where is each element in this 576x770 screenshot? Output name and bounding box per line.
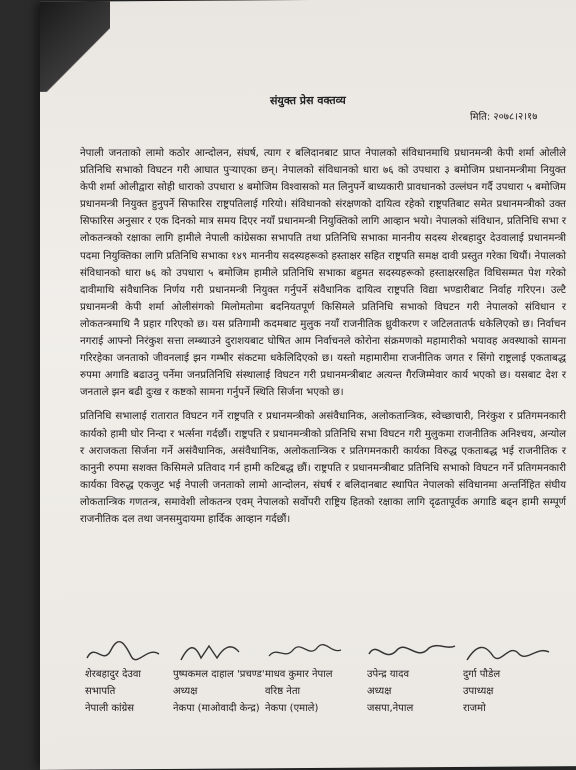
signatory-name: दुर्गा पौडेल xyxy=(463,669,501,680)
handwritten-signature-5 xyxy=(463,640,573,666)
signatory-name: माधव कुमार नेपाल xyxy=(265,669,333,680)
signatory-party: नेकपा (माओवादी केन्द्र) xyxy=(173,703,260,714)
signatory-party: जसपा,नेपाल xyxy=(367,703,414,714)
statement-body xyxy=(80,145,566,535)
signatory-role: सभापति xyxy=(85,686,116,697)
signatory-party: राजमो xyxy=(463,703,486,714)
signatory-party: नेपाली कांग्रेस xyxy=(85,703,135,714)
signatory-3 xyxy=(265,640,375,717)
signatory-role: अध्यक्ष xyxy=(173,686,198,697)
document-date: मिति: २०७८।२।१७ xyxy=(470,111,538,123)
signatory-role: वरिष्ठ नेता xyxy=(265,686,301,697)
signatory-4 xyxy=(367,640,477,717)
signatory-party: नेकपा (एमाले) xyxy=(265,703,319,714)
page-title: संयुक्त प्रेस वक्तव्य xyxy=(270,93,346,108)
signatory-name: शेरबहादुर देउवा xyxy=(85,669,142,680)
handwritten-signature-3 xyxy=(265,640,375,666)
paragraph-2: प्रतिनिधि सभालाई रातारात विघटन गर्ने राष्ट्रपति र प्रधानमन्त्रीको असंवैधानिक, अलोकतान्त्रिक, स्वेच्छाचारी, निरंकुश र प्रतिगमनकारी कार्यको हामी घोर निन्दा र भर्त्सना गर्दछौं। राष्ट्रपति र प्रधानमन्त्रीको प्रतिनिधि सभा विघटन गरी मुलुकमा राजनीतिक अनिश्चय, अन्योल र अराजकता सिर्जना गर्ने असंवैधानिक, असंवैधानिक, अलोकतान्त्रिक र प्रतिगमनकारी कार्यका विरुद्ध एकताबद्ध भई राजनीतिक र कानुनी रुपमा सशक्त किसिमले प्रतिवाद गर्न हामी कटिबद्ध छौं। राष्ट्रपति र प्रधानमन्त्रीबाट प्रतिनिधि सभाको विघटन गर्ने प्रतिगमनकारी कार्यका विरुद्ध एकजुट भई नेपाली जनताको लामो आन्दोलन, संघर्ष र बलिदानबाट स्थापित नेपालको संविधानमा अन्तर्निहित संघीय लोकतान्त्रिक गणतन्त्र, समावेशी लोकतन्त्र एवम् नेपालको सर्वोपरी राष्ट्रिय हितको रक्षाका लागि दृढतापूर्वक अगाडि बढ्न हामी सम्पूर्ण राजनीतिक दल तथा जनसमुदायमा हार्दिक आव्हान गर्दछौं। xyxy=(80,411,566,525)
signature-section xyxy=(85,640,575,760)
signatory-name: पुष्पकमल दाहाल 'प्रचण्ड' xyxy=(173,669,265,680)
signatory-name: उपेन्द्र यादव xyxy=(367,669,409,680)
page-corner-shadow xyxy=(40,1,110,91)
handwritten-signature-4 xyxy=(367,640,477,666)
signatory-role: अध्यक्ष xyxy=(367,686,392,697)
signatory-role: उपाध्यक्ष xyxy=(463,686,494,697)
paragraph-1: नेपाली जनताको लामो कठोर आन्दोलन, संघर्ष, त्याग र बलिदानबाट प्राप्त नेपालको संविधानमाथि प्रधानमन्त्री केपी शर्मा ओलीले प्रतिनिधि सभाको विघटन गरी आघात पुर्‍याएका छन्। नेपालको संविधानको धारा ७६ को उपधारा ३ बमोजिम प्रधानमन्त्रीमा नियुक्त केपी शर्मा ओलीद्वारा सोही धाराको उपधारा ४ बमोजिम विश्वासको मत लिनुपर्ने बाध्यकारी प्रावधानको उल्लंघन गर्दै उपधारा ५ बमोजिम प्रधानमन्त्री नियुक्त हुनुपर्ने सिफारिस राष्ट्रपतिलाई गरियो। संविधानको संरक्षणको दायित्व रहेको राष्ट्रपतिबाट समेत प्रधानमन्त्रीको उक्त सिफारिस अनुसार र एक दिनको मात्र समय दिएर नयाँ प्रधानमन्त्री नियुक्तिको लागि आव्हान भयो। नेपालको संविधान, प्रतिनिधि सभा र लोकतन्त्रको रक्षाका लागि हामीले नेपाली कांग्रेसका सभापति तथा प्रतिनिधि सभाका माननीय सदस्य शेरबहादुर देउवालाई प्रधानमन्त्री पदमा नियुक्तिका लागि प्रतिनिधि सभाका १४९ माननीय सदस्यहरूको हस्ताक्षर सहित राष्ट्रपति समक्ष दावी प्रस्तुत गरेका थियौं। नेपालको संविधानको धारा ७६ को उपधारा ५ बमोजिम हामीले प्रतिनिधि सभाका बहुमत सदस्यहरूको हस्ताक्षरसहित विधिसम्मत पेश गरेको दावीमाथि संवैधानिक निर्णय गरी प्रधानमन्त्री नियुक्त गर्नुपर्ने संवैधानिक दायित्व राष्ट्रपति विद्या भण्डारीबाट निर्वाह गरिएन। उल्टै प्रधानमन्त्री केपी शर्मा ओलीसंगको मिलोमतोमा बदनियतपूर्ण किसिमले प्रतिनिधि सभाको विघटन गरी नेपालको संविधान र लोकतन्त्रमाथि नै प्रहार गरिएको छ। यस प्रतिगामी कदमबाट मुलुक नयाँ राजनीतिक ध्रुवीकरण र जटिलतातर्फ धकेलिएको छ। निर्वाचन नगराई आफ्नो निरंकुश सत्ता लम्ब्याउने दुराशयबाट घोषित आम निर्वाचनले कोरोना संक्रमणको महामारीको भयावह अवस्थाको सामना गरिरहेका जनताको जीवनलाई झन गम्भीर संकटमा धकेलिदिएको छ। यस्तो महामारीमा राजनीतिक जगत र सिंगो राष्ट्रलाई एकताबद्ध रुपमा अगाडि बढाउनु पर्नेमा जनप्रतिनिधि संस्थालाई विघटन गरी प्रधानमन्त्रीबाट अत्यन्त गैरजिम्मेवार कार्य भएको छ। यसबाट देश र जनताले झन बढी दुःख र कष्टको सामना गर्नुपर्ने स्थिति सिर्जना भएको छ। xyxy=(80,148,566,399)
signatory-5 xyxy=(463,640,573,717)
